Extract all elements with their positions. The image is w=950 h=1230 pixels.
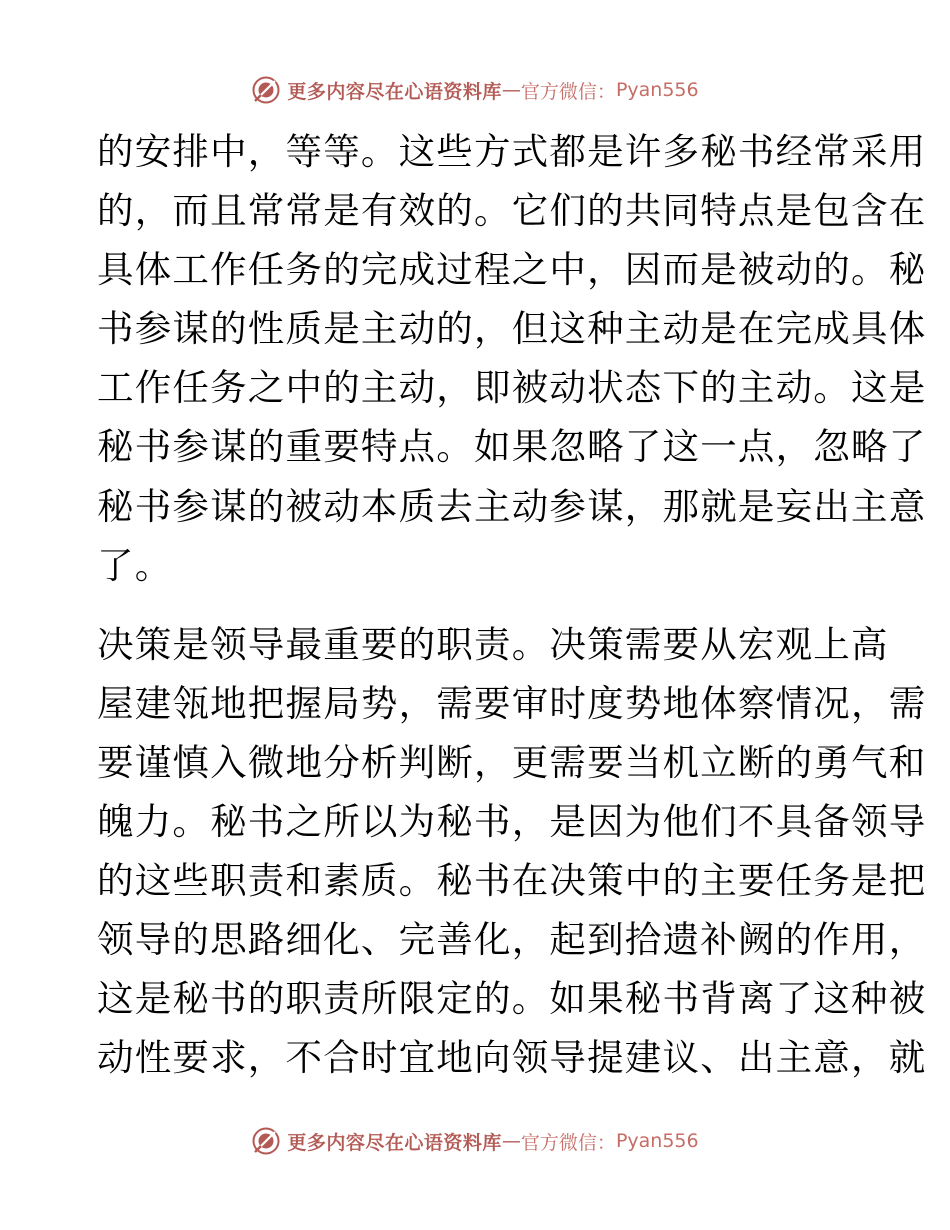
text-line: 书参谋的性质是主动的，但这种主动是在完成具体 xyxy=(97,307,927,351)
paragraph-gap xyxy=(97,595,857,615)
pen-nib-circle-icon xyxy=(251,75,281,105)
text-line: 这是秘书的职责所限定的。如果秘书背离了这种被 xyxy=(97,977,927,1021)
watermark-site-text: 更多内容尽在心语资料库 xyxy=(287,80,502,103)
footer-watermark xyxy=(0,1123,950,1159)
text-line: 工作任务之中的主动，即被动状态下的主动。这是 xyxy=(97,366,927,410)
watermark-wechat-label: 官方微信： xyxy=(520,1131,616,1154)
text-line: 屋建瓴地把握局势，需要审时度势地体察情况，需 xyxy=(97,681,927,725)
paragraph xyxy=(97,122,927,595)
text-line: 秘书参谋的重要特点。如果忽略了这一点，忽略了 xyxy=(97,425,927,469)
text-line: 动性要求，不合时宜地向领导提建议、出主意，就 xyxy=(97,1036,927,1080)
watermark-separator: — xyxy=(501,1130,521,1152)
header-watermark xyxy=(0,72,950,108)
text-line: 的安排中，等等。这些方式都是许多秘书经常采用 xyxy=(97,130,927,173)
text-line: 决策是领导最重要的职责。决策需要从宏观上高 xyxy=(97,622,889,666)
text-line: 的，而且常常是有效的。它们的共同特点是包含在 xyxy=(97,189,927,233)
watermark-site-text: 更多内容尽在心语资料库 xyxy=(287,1131,502,1154)
paragraph xyxy=(97,615,927,1088)
document-body xyxy=(97,122,927,1088)
text-line: 领导的思路细化、完善化，起到拾遗补阙的作用， xyxy=(97,918,927,962)
watermark-separator: — xyxy=(501,79,521,101)
watermark-wechat-id: Pyan556 xyxy=(615,79,699,101)
text-line: 的这些职责和素质。秘书在决策中的主要任务是把 xyxy=(97,859,927,903)
watermark-wechat-id: Pyan556 xyxy=(615,1130,699,1152)
watermark-wechat-label: 官方微信： xyxy=(520,80,616,103)
text-line: 要谨慎入微地分析判断，更需要当机立断的勇气和 xyxy=(97,740,927,784)
text-line: 秘书参谋的被动本质去主动参谋，那就是妄出主意 xyxy=(97,484,927,528)
text-line: 具体工作任务的完成过程之中，因而是被动的。秘 xyxy=(97,248,927,292)
text-line: 魄力。秘书之所以为秘书，是因为他们不具备领导 xyxy=(97,800,927,844)
text-line: 了。 xyxy=(97,543,173,587)
pen-nib-circle-icon xyxy=(251,1126,281,1156)
